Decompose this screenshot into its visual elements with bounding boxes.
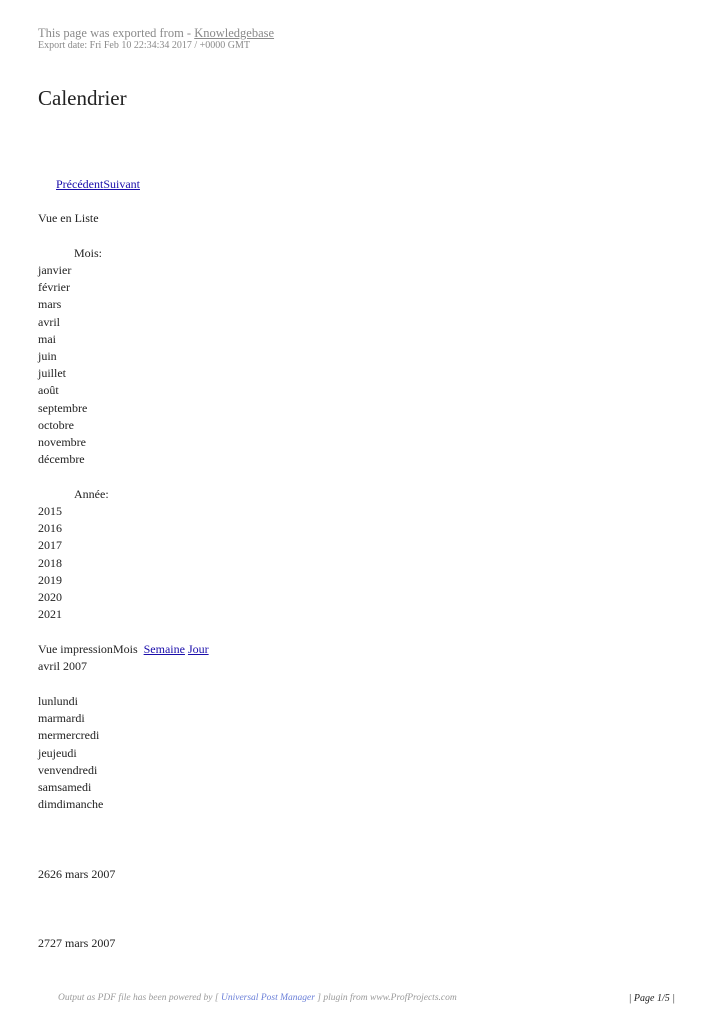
calendar-day-cell[interactable]: 2626 mars 2007 — [38, 867, 116, 881]
calendar-day-cell[interactable]: 2727 mars 2007 — [38, 936, 116, 950]
weekday-header: lunlundi — [38, 694, 79, 708]
month-option[interactable]: mai — [38, 331, 56, 346]
previous-link[interactable]: Précédent — [56, 177, 104, 191]
month-option[interactable]: décembre — [38, 452, 85, 467]
weekday-header: venvendredi — [38, 762, 98, 777]
month-list[interactable] — [38, 262, 87, 468]
weekday-headers — [38, 693, 103, 813]
month-option[interactable]: juillet — [38, 366, 66, 381]
year-option[interactable]: 2015 — [38, 504, 62, 518]
week-view-link[interactable]: Semaine — [143, 642, 185, 656]
export-header — [38, 27, 274, 51]
month-option[interactable]: mars — [38, 297, 62, 312]
year-option[interactable]: 2019 — [38, 572, 62, 587]
next-link[interactable]: Suivant — [103, 177, 140, 191]
knowledgebase-link[interactable]: Knowledgebase — [194, 26, 275, 40]
month-option[interactable]: janvier — [38, 263, 72, 277]
month-option[interactable]: février — [38, 280, 70, 295]
year-option[interactable]: 2016 — [38, 521, 62, 536]
weekday-header: marmardi — [38, 711, 85, 726]
footer-suffix: ] plugin from www.ProfProjects.com — [317, 993, 457, 1003]
export-source-line — [38, 27, 274, 40]
year-option[interactable]: 2018 — [38, 555, 62, 570]
weekday-header: dimdimanche — [38, 797, 104, 812]
calendar-nav — [56, 176, 140, 193]
year-option[interactable]: 2017 — [38, 538, 62, 553]
month-option[interactable]: août — [38, 383, 59, 398]
weekday-header: mermercredi — [38, 728, 100, 743]
day-view-link[interactable]: Jour — [187, 642, 209, 656]
pdf-footer-credit — [58, 993, 457, 1003]
export-prefix: This page was exported from - — [38, 26, 192, 40]
current-month: avril 2007 — [38, 659, 87, 673]
month-option[interactable]: novembre — [38, 434, 86, 449]
footer-plugin-name: Universal Post Manager — [220, 993, 315, 1003]
year-list[interactable] — [38, 503, 62, 623]
page-number: | Page 1/5 | — [628, 993, 675, 1004]
export-date: Export date: Fri Feb 10 22:34:34 2017 / +0000 GMT — [38, 39, 251, 51]
year-option[interactable]: 2020 — [38, 589, 62, 604]
month-option[interactable]: juin — [38, 348, 57, 363]
footer-prefix: Output as PDF file has been powered by [ — [58, 993, 219, 1003]
month-option[interactable]: septembre — [38, 400, 88, 415]
month-option[interactable]: avril — [38, 314, 60, 329]
page-title: Calendrier — [38, 86, 127, 110]
view-bar — [38, 641, 209, 658]
weekday-header: samsamedi — [38, 779, 92, 794]
list-view-label[interactable]: Vue en Liste — [38, 211, 99, 225]
year-option[interactable]: 2021 — [38, 607, 62, 622]
year-label: Année: — [74, 487, 109, 501]
weekday-header: jeujeudi — [38, 745, 77, 760]
month-option[interactable]: octobre — [38, 417, 74, 432]
month-view-label: Mois — [112, 642, 138, 656]
months-label: Mois: — [74, 246, 103, 260]
print-view-label[interactable]: Vue impression — [38, 642, 113, 656]
